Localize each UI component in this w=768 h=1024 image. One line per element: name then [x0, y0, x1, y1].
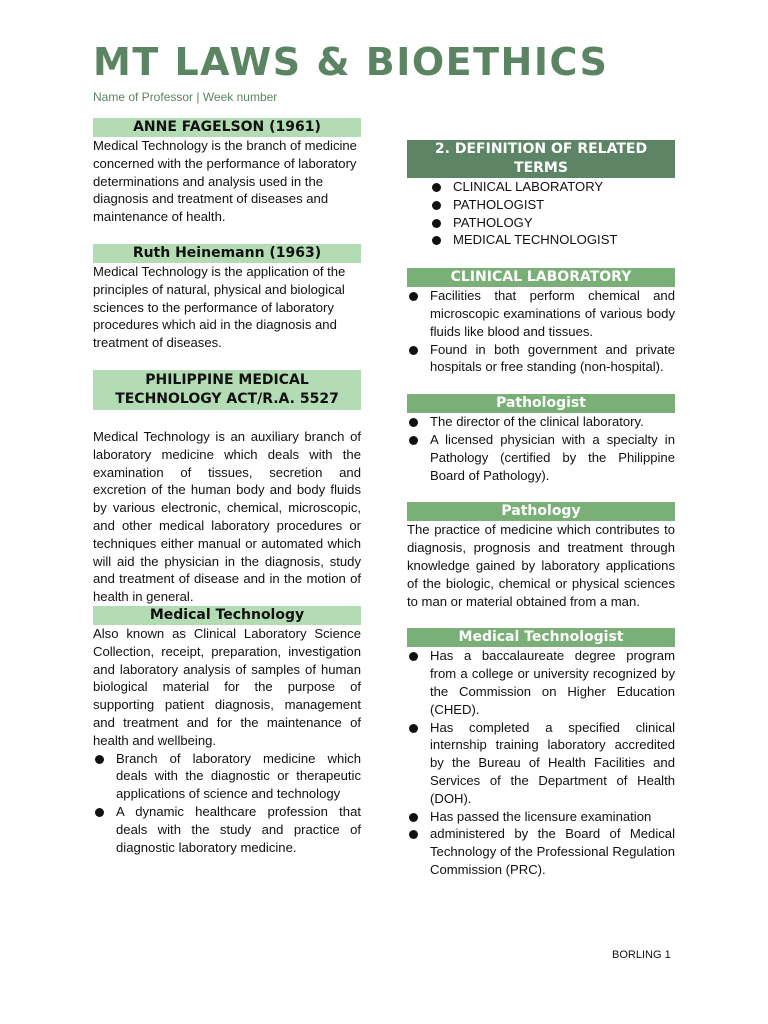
heading-pathology: Pathology	[407, 502, 675, 521]
paragraph-fagelson: Medical Technology is the branch of medicine concerned with the performance of laboratory determinations and analysis used in the diagnosis and treatment of diseases and maintenance of health.	[93, 138, 357, 225]
section-ra5527	[93, 370, 361, 606]
medtech-bullets	[93, 750, 361, 857]
bullet-icon	[432, 219, 441, 228]
bullet-icon	[95, 808, 104, 817]
section-medtech	[93, 606, 361, 856]
pathologist-bullets	[407, 413, 675, 484]
document-title: MT LAWS & BIOETHICS	[93, 40, 609, 84]
bullet-icon	[432, 201, 441, 210]
clinical-laboratory-bullets	[407, 287, 675, 376]
section-fagelson	[93, 118, 361, 226]
list-item: PATHOLOGIST	[407, 196, 675, 214]
definitions-list	[407, 178, 675, 249]
document-subtitle: Name of Professor | Week number	[93, 90, 278, 104]
right-column	[407, 140, 675, 879]
paragraph-medtech: Also known as Clinical Laboratory Science Collection, receipt, preparation, investigation and laboratory analysis of samples of human biological material for the purpose of supporting patient diagnosis, management and treatment and for the maintenance of health and wellbeing.	[93, 625, 361, 748]
list-item: Has passed the licensure examination	[407, 808, 675, 826]
bullet-icon	[409, 724, 418, 733]
bullet-icon	[432, 236, 441, 245]
section-heinemann	[93, 244, 361, 352]
heading-heinemann: Ruth Heinemann (1963)	[93, 244, 361, 263]
list-item: The director of the clinical laboratory.	[407, 413, 675, 431]
section-pathology	[407, 502, 675, 610]
heading-medical-technologist: Medical Technologist	[407, 628, 675, 647]
bullet-icon	[409, 418, 418, 427]
list-item: administered by the Board of Medical Technology of the Professional Regulation Commission (PRC).	[407, 825, 675, 878]
heading-ra5527: PHILIPPINE MEDICAL TECHNOLOGY ACT/R.A. 5527	[93, 370, 361, 410]
list-item: Has a baccalaureate degree program from a college or university recognized by the Commission on Higher Education (CHED).	[407, 647, 675, 718]
bullet-icon	[95, 755, 104, 764]
heading-definitions: 2. DEFINITION OF RELATED TERMS	[407, 140, 675, 178]
heading-clinical-laboratory: CLINICAL LABORATORY	[407, 268, 675, 287]
section-definitions	[407, 140, 675, 249]
bullet-icon	[409, 830, 418, 839]
list-item: Has completed a specified clinical internship training laboratory accredited by the Bureau of Health Facilities and Services of the Department of Health (DOH).	[407, 719, 675, 808]
bullet-icon	[409, 652, 418, 661]
list-item: MEDICAL TECHNOLOGIST	[407, 231, 675, 249]
bullet-icon	[409, 292, 418, 301]
paragraph-heinemann: Medical Technology is the application of the principles of natural, physical and biological sciences to the performance of laboratory procedures which aid in the diagnosis and treatment of diseases.	[93, 263, 346, 351]
list-item: Found in both government and private hospitals or free standing (non-hospital).	[407, 341, 675, 377]
heading-medtech: Medical Technology	[93, 606, 361, 625]
list-item: PATHOLOGY	[407, 214, 675, 232]
left-column	[93, 118, 361, 856]
bullet-icon	[432, 183, 441, 192]
page-footer: BORLING 1	[612, 949, 671, 961]
list-item: CLINICAL LABORATORY	[407, 178, 675, 196]
heading-fagelson: ANNE FAGELSON (1961)	[93, 118, 361, 137]
list-item: A licensed physician with a specialty in Pathology (certified by the Philippine Board of Pathology).	[407, 431, 675, 484]
bullet-icon	[409, 813, 418, 822]
bullet-icon	[409, 436, 418, 445]
list-item: Branch of laboratory medicine which deals with the diagnostic or therapeutic applications of science and technology	[93, 750, 361, 803]
list-item: A dynamic healthcare profession that deals with the study and practice of diagnostic laboratory medicine.	[93, 803, 361, 856]
medical-technologist-bullets	[407, 647, 675, 878]
paragraph-ra5527: Medical Technology is an auxiliary branch of laboratory medicine which deals with the examination of tissues, secretion and excretion of the human body and body fluids by various electronic, chemical, microscopic, and other medical laboratory procedures or techniques either manual or automated which will aid the physician in the diagnosis, study and treatment of disease and in the motion of health in general.	[93, 428, 361, 605]
section-clinical-laboratory	[407, 268, 675, 376]
section-pathologist	[407, 394, 675, 484]
bullet-icon	[409, 346, 418, 355]
paragraph-pathology: The practice of medicine which contributes to diagnosis, prognosis and treatment through knowledge gained by laboratory applications of the biologic, chemical or physical sciences to man or material obtained from a man.	[407, 522, 675, 609]
section-medical-technologist	[407, 628, 675, 878]
heading-pathologist: Pathologist	[407, 394, 675, 413]
list-item: Facilities that perform chemical and microscopic examinations of various body fluids like blood and tissues.	[407, 287, 675, 340]
